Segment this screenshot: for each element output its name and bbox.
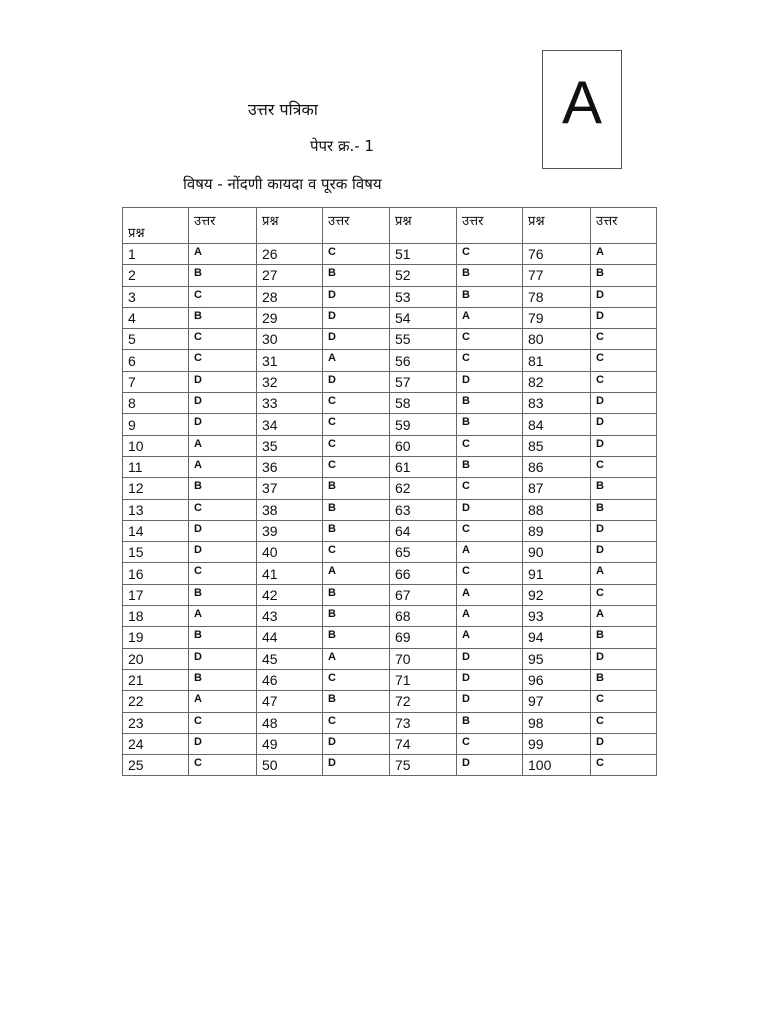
question-number-cell: 7 — [123, 371, 189, 392]
question-number-cell: 2 — [123, 265, 189, 286]
table-row — [123, 286, 657, 307]
table-row — [123, 478, 657, 499]
answer-cell: D — [189, 648, 257, 669]
question-number-cell: 33 — [257, 393, 323, 414]
answer-cell: B — [189, 584, 257, 605]
answer-cell: C — [189, 755, 257, 776]
answer-cell: D — [457, 371, 523, 392]
answer-cell: C — [457, 350, 523, 371]
question-number-cell: 94 — [523, 627, 591, 648]
answer-cell: A — [591, 563, 657, 584]
answer-cell: A — [323, 350, 390, 371]
header-question: प्रश्न — [123, 208, 189, 244]
answer-cell: C — [591, 371, 657, 392]
question-number-cell: 56 — [390, 350, 457, 371]
answer-cell: C — [323, 669, 390, 690]
answer-cell: C — [457, 244, 523, 265]
answer-cell: B — [457, 414, 523, 435]
question-number-cell: 12 — [123, 478, 189, 499]
table-row — [123, 733, 657, 754]
answer-cell: B — [591, 265, 657, 286]
answer-cell: B — [323, 265, 390, 286]
question-number-cell: 58 — [390, 393, 457, 414]
question-number-cell: 85 — [523, 435, 591, 456]
question-number-cell: 79 — [523, 307, 591, 328]
sheet-title: उत्तर पत्रिका — [248, 100, 318, 119]
paper-number: पेपर क्र.- 1 — [310, 137, 374, 155]
question-number-cell: 48 — [257, 712, 323, 733]
question-number-cell: 15 — [123, 542, 189, 563]
answer-cell: C — [457, 733, 523, 754]
question-number-cell: 4 — [123, 307, 189, 328]
table-header-row — [123, 208, 657, 244]
table-row — [123, 627, 657, 648]
question-number-cell: 89 — [523, 520, 591, 541]
question-number-cell: 11 — [123, 456, 189, 477]
question-number-cell: 88 — [523, 499, 591, 520]
answer-cell: B — [323, 691, 390, 712]
answer-cell: D — [189, 733, 257, 754]
answer-cell: C — [457, 563, 523, 584]
table-row — [123, 350, 657, 371]
question-number-cell: 34 — [257, 414, 323, 435]
question-number-cell: 83 — [523, 393, 591, 414]
question-number-cell: 39 — [257, 520, 323, 541]
question-number-cell: 74 — [390, 733, 457, 754]
question-number-cell: 84 — [523, 414, 591, 435]
answer-cell: D — [323, 733, 390, 754]
question-number-cell: 64 — [390, 520, 457, 541]
answer-cell: A — [457, 307, 523, 328]
answer-cell: C — [189, 563, 257, 584]
answer-cell: B — [591, 627, 657, 648]
answer-cell: B — [457, 265, 523, 286]
question-number-cell: 76 — [523, 244, 591, 265]
table-row — [123, 244, 657, 265]
question-number-cell: 38 — [257, 499, 323, 520]
answer-cell: C — [591, 691, 657, 712]
table-row — [123, 435, 657, 456]
question-number-cell: 26 — [257, 244, 323, 265]
answer-cell: A — [189, 435, 257, 456]
question-number-cell: 37 — [257, 478, 323, 499]
answer-cell: C — [457, 329, 523, 350]
table-row — [123, 563, 657, 584]
question-set-box — [542, 50, 622, 169]
answer-cell: C — [591, 329, 657, 350]
question-number-cell: 43 — [257, 606, 323, 627]
question-number-cell: 28 — [257, 286, 323, 307]
question-number-cell: 14 — [123, 520, 189, 541]
question-number-cell: 42 — [257, 584, 323, 605]
answer-cell: A — [189, 244, 257, 265]
question-number-cell: 75 — [390, 755, 457, 776]
answer-cell: D — [457, 691, 523, 712]
question-number-cell: 50 — [257, 755, 323, 776]
question-number-cell: 61 — [390, 456, 457, 477]
question-number-cell: 44 — [257, 627, 323, 648]
table-row — [123, 648, 657, 669]
question-number-cell: 18 — [123, 606, 189, 627]
answer-cell: D — [591, 414, 657, 435]
answer-cell: B — [591, 669, 657, 690]
question-number-cell: 5 — [123, 329, 189, 350]
answer-cell: D — [591, 648, 657, 669]
question-number-cell: 10 — [123, 435, 189, 456]
answer-cell: A — [189, 606, 257, 627]
table-row — [123, 414, 657, 435]
header-question: प्रश्न — [523, 208, 591, 244]
question-number-cell: 54 — [390, 307, 457, 328]
question-number-cell: 65 — [390, 542, 457, 563]
question-number-cell: 98 — [523, 712, 591, 733]
answer-cell: B — [457, 393, 523, 414]
header-answer: उत्तर — [323, 208, 390, 244]
table-row — [123, 499, 657, 520]
answer-key-table — [122, 207, 657, 776]
question-number-cell: 63 — [390, 499, 457, 520]
table-row — [123, 371, 657, 392]
question-number-cell: 52 — [390, 265, 457, 286]
answer-cell: C — [189, 350, 257, 371]
answer-cell: A — [591, 244, 657, 265]
question-number-cell: 86 — [523, 456, 591, 477]
question-number-cell: 13 — [123, 499, 189, 520]
header-answer: उत्तर — [591, 208, 657, 244]
answer-cell: B — [323, 584, 390, 605]
table-row — [123, 393, 657, 414]
question-number-cell: 40 — [257, 542, 323, 563]
answer-cell: D — [591, 733, 657, 754]
question-number-cell: 6 — [123, 350, 189, 371]
question-number-cell: 9 — [123, 414, 189, 435]
answer-cell: C — [323, 456, 390, 477]
answer-cell: C — [591, 584, 657, 605]
question-number-cell: 80 — [523, 329, 591, 350]
question-number-cell: 77 — [523, 265, 591, 286]
table-row — [123, 456, 657, 477]
header-question: प्रश्न — [257, 208, 323, 244]
answer-cell: A — [457, 584, 523, 605]
answer-cell: D — [457, 755, 523, 776]
answer-cell: C — [457, 478, 523, 499]
question-number-cell: 47 — [257, 691, 323, 712]
answer-cell: D — [591, 307, 657, 328]
answer-cell: D — [189, 520, 257, 541]
question-number-cell: 78 — [523, 286, 591, 307]
question-number-cell: 51 — [390, 244, 457, 265]
question-number-cell: 30 — [257, 329, 323, 350]
question-number-cell: 25 — [123, 755, 189, 776]
question-number-cell: 32 — [257, 371, 323, 392]
question-number-cell: 31 — [257, 350, 323, 371]
answer-cell: B — [457, 286, 523, 307]
answer-cell: B — [189, 627, 257, 648]
question-number-cell: 95 — [523, 648, 591, 669]
answer-cell: A — [591, 606, 657, 627]
question-number-cell: 24 — [123, 733, 189, 754]
answer-cell: C — [323, 542, 390, 563]
question-number-cell: 21 — [123, 669, 189, 690]
answer-cell: C — [591, 350, 657, 371]
answer-cell: C — [457, 520, 523, 541]
question-number-cell: 53 — [390, 286, 457, 307]
answer-cell: C — [189, 329, 257, 350]
answer-cell: D — [591, 393, 657, 414]
answer-cell: D — [189, 371, 257, 392]
table-row — [123, 329, 657, 350]
table-row — [123, 520, 657, 541]
answer-cell: D — [591, 286, 657, 307]
question-number-cell: 81 — [523, 350, 591, 371]
question-number-cell: 96 — [523, 669, 591, 690]
answer-cell: B — [591, 499, 657, 520]
question-number-cell: 67 — [390, 584, 457, 605]
table-row — [123, 691, 657, 712]
table-row — [123, 542, 657, 563]
question-number-cell: 93 — [523, 606, 591, 627]
question-number-cell: 97 — [523, 691, 591, 712]
answer-cell: D — [189, 393, 257, 414]
question-number-cell: 57 — [390, 371, 457, 392]
question-number-cell: 62 — [390, 478, 457, 499]
table-row — [123, 265, 657, 286]
answer-cell: B — [189, 669, 257, 690]
answer-cell: C — [189, 286, 257, 307]
answer-cell: C — [591, 712, 657, 733]
answer-cell: D — [323, 371, 390, 392]
answer-cell: D — [189, 414, 257, 435]
answer-cell: D — [323, 329, 390, 350]
answer-cell: D — [591, 542, 657, 563]
answer-cell: D — [457, 648, 523, 669]
question-number-cell: 16 — [123, 563, 189, 584]
answer-cell: A — [189, 456, 257, 477]
question-number-cell: 69 — [390, 627, 457, 648]
question-number-cell: 41 — [257, 563, 323, 584]
answer-cell: D — [323, 286, 390, 307]
answer-cell: B — [323, 478, 390, 499]
answer-cell: C — [591, 456, 657, 477]
question-number-cell: 29 — [257, 307, 323, 328]
answer-cell: D — [323, 307, 390, 328]
answer-cell: C — [189, 712, 257, 733]
question-number-cell: 1 — [123, 244, 189, 265]
answer-cell: C — [457, 435, 523, 456]
header-question: प्रश्न — [390, 208, 457, 244]
question-number-cell: 92 — [523, 584, 591, 605]
question-number-cell: 3 — [123, 286, 189, 307]
question-number-cell: 59 — [390, 414, 457, 435]
answer-cell: A — [323, 563, 390, 584]
answer-cell: C — [323, 435, 390, 456]
header-answer: उत्तर — [457, 208, 523, 244]
answer-cell: A — [323, 648, 390, 669]
question-number-cell: 17 — [123, 584, 189, 605]
question-set-letter: A — [561, 69, 603, 136]
answer-cell: A — [457, 542, 523, 563]
question-number-cell: 70 — [390, 648, 457, 669]
question-number-cell: 45 — [257, 648, 323, 669]
answer-cell: C — [323, 393, 390, 414]
table-row — [123, 584, 657, 605]
question-number-cell: 90 — [523, 542, 591, 563]
question-number-cell: 8 — [123, 393, 189, 414]
question-number-cell: 46 — [257, 669, 323, 690]
subject-line: विषय - नोंदणी कायदा व पूरक विषय — [183, 175, 382, 193]
answer-cell: B — [189, 478, 257, 499]
question-number-cell: 100 — [523, 755, 591, 776]
answer-cell: D — [323, 755, 390, 776]
answer-cell: A — [457, 606, 523, 627]
question-number-cell: 82 — [523, 371, 591, 392]
question-number-cell: 71 — [390, 669, 457, 690]
answer-cell: B — [323, 520, 390, 541]
question-number-cell: 91 — [523, 563, 591, 584]
answer-cell: D — [189, 542, 257, 563]
answer-cell: B — [457, 712, 523, 733]
question-number-cell: 66 — [390, 563, 457, 584]
question-number-cell: 19 — [123, 627, 189, 648]
question-number-cell: 35 — [257, 435, 323, 456]
question-number-cell: 55 — [390, 329, 457, 350]
header-answer: उत्तर — [189, 208, 257, 244]
answer-cell: C — [323, 712, 390, 733]
answer-cell: C — [591, 755, 657, 776]
question-number-cell: 23 — [123, 712, 189, 733]
answer-cell: D — [591, 520, 657, 541]
answer-cell: C — [323, 244, 390, 265]
question-number-cell: 22 — [123, 691, 189, 712]
question-number-cell: 27 — [257, 265, 323, 286]
answer-rows — [123, 244, 657, 776]
question-number-cell: 20 — [123, 648, 189, 669]
answer-cell: B — [189, 265, 257, 286]
question-number-cell: 99 — [523, 733, 591, 754]
answer-cell: A — [189, 691, 257, 712]
question-number-cell: 87 — [523, 478, 591, 499]
question-number-cell: 72 — [390, 691, 457, 712]
table-row — [123, 606, 657, 627]
question-number-cell: 36 — [257, 456, 323, 477]
table-row — [123, 669, 657, 690]
answer-cell: C — [189, 499, 257, 520]
answer-cell: B — [591, 478, 657, 499]
answer-cell: D — [591, 435, 657, 456]
answer-cell: B — [323, 627, 390, 648]
answer-cell: D — [457, 499, 523, 520]
table-row — [123, 755, 657, 776]
answer-cell: D — [457, 669, 523, 690]
question-number-cell: 60 — [390, 435, 457, 456]
answer-cell: B — [457, 456, 523, 477]
answer-cell: A — [457, 627, 523, 648]
table-row — [123, 712, 657, 733]
table-row — [123, 307, 657, 328]
question-number-cell: 73 — [390, 712, 457, 733]
question-number-cell: 49 — [257, 733, 323, 754]
answer-cell: B — [189, 307, 257, 328]
question-number-cell: 68 — [390, 606, 457, 627]
answer-cell: C — [323, 414, 390, 435]
answer-cell: B — [323, 499, 390, 520]
answer-cell: B — [323, 606, 390, 627]
